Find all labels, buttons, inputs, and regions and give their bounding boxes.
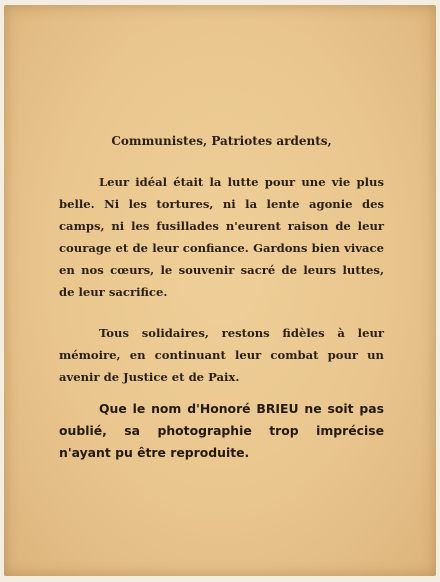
paragraph-solidaires: Tous solidaires, restons fidèles à leur mémoire, en continuant leur combat pour un avenir de Justice et de Paix. — [59, 326, 384, 384]
card-heading: Communistes, Patriotes ardents, — [111, 134, 332, 148]
paragraph-ideal: Leur idéal était la lutte pour une vie plus belle. Ni les tortures, ni la lente agonie des camps, ni les fusillades n'eurent raison de leur courage et de leur confiance. Gardons bien vivace en nos cœurs, le souvenir sacré de leurs luttes, de leur sacrifice. — [59, 175, 384, 299]
brieu-notice: Que le nom d'Honoré BRIEU ne soit pas oublié, sa photographie trop imprécise n'ayant pu être reproduite. — [59, 401, 384, 460]
card-text — [59, 130, 384, 464]
